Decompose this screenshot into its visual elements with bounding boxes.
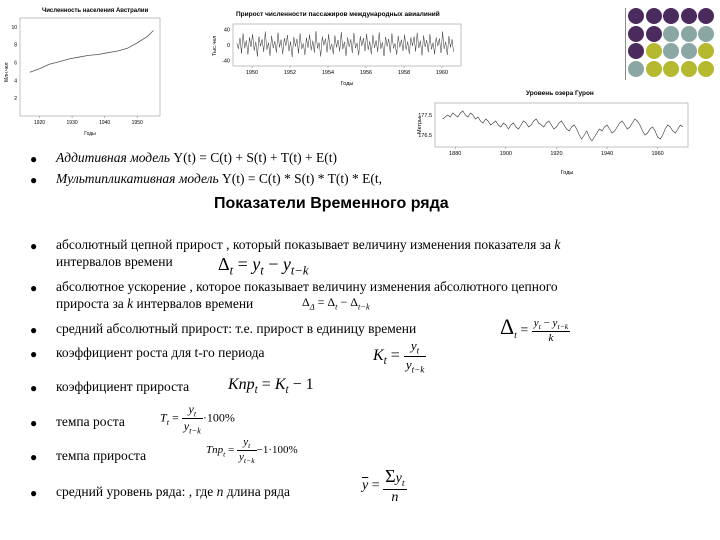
y-tick-label: 6 bbox=[14, 60, 17, 67]
passengers-y-ticks bbox=[222, 28, 230, 65]
bullet-icon: ● bbox=[30, 450, 38, 464]
increase-coef-text: коэффициент прироста bbox=[56, 379, 190, 394]
dot-teal bbox=[663, 26, 679, 42]
passengers-x-ticks bbox=[246, 66, 448, 76]
additive-model-formula: Y(t) = C(t) + S(t) + T(t) + E(t) bbox=[173, 150, 338, 165]
growth-rate-text: темпа роста bbox=[56, 414, 125, 429]
decorative-dots bbox=[628, 8, 718, 84]
huron-series-line bbox=[443, 111, 683, 141]
growth-coef-text: коэффициент роста для t-го периода bbox=[56, 345, 265, 360]
growth-rate-formula: $T_t$ = $\frac{y_t}{y_{t-k}}$ ·100% bbox=[160, 402, 235, 436]
australia-ylabel: Млн.чел bbox=[4, 62, 10, 82]
average-level-text: средний уровень ряда: , где bbox=[56, 484, 214, 499]
australia-x-ticks bbox=[34, 116, 143, 126]
additive-model-label: Аддитивная модель bbox=[56, 150, 170, 165]
bullet-icon: ● bbox=[30, 239, 38, 253]
y-tick-label: 4 bbox=[14, 78, 17, 85]
australia-population-chart bbox=[0, 0, 170, 140]
x-tick-label: 1940 bbox=[99, 120, 111, 126]
bullet-icon: ● bbox=[30, 323, 38, 337]
multiplicative-model-formula: Y(t) = C(t) * S(t) * T(t) * E(t, bbox=[222, 171, 383, 186]
dot-olive bbox=[663, 61, 679, 77]
chain-growth-k: k bbox=[554, 237, 561, 252]
y-tick-label: 40 bbox=[223, 27, 230, 34]
y-tick-label: -40 bbox=[222, 58, 230, 65]
australia-series-line bbox=[30, 31, 154, 73]
x-tick-label: 1930 bbox=[66, 120, 78, 126]
dot-purple bbox=[698, 8, 714, 24]
average-growth-formula: $\Delta_t$ = $\frac{y_t - y_{t-k}}{k}$ bbox=[500, 314, 569, 345]
acceleration-text-2a: прироста за bbox=[56, 296, 124, 311]
australia-y-ticks bbox=[11, 25, 17, 102]
x-tick-label: 1956 bbox=[359, 70, 373, 76]
chain-growth-text-2: интервалов времени bbox=[56, 254, 173, 269]
y-tick-label: 10 bbox=[11, 24, 17, 31]
x-tick-label: 1940 bbox=[600, 151, 614, 157]
x-tick-label: 1880 bbox=[449, 151, 462, 157]
x-tick-label: 1920 bbox=[550, 151, 563, 157]
passengers-ylabel: Тыс.чел bbox=[212, 35, 218, 56]
dot-olive bbox=[698, 43, 714, 59]
x-tick-label: 1950 bbox=[131, 120, 143, 126]
growth-coef-formula: $K_t$ = $\frac{y_t}{y_{t-k}}$ bbox=[373, 338, 425, 375]
acceleration-k: k bbox=[127, 296, 134, 311]
y-tick-label: 177.5 bbox=[418, 113, 432, 119]
bullet-icon: ● bbox=[30, 281, 38, 295]
dot-teal bbox=[628, 61, 644, 77]
dot-purple bbox=[628, 8, 644, 24]
chain-growth-text: абсолютный цепной прирост , который показывает величину изменения показателя за bbox=[56, 237, 552, 252]
huron-x-ticks bbox=[449, 147, 664, 157]
chain-growth-formula: $\Delta_t = y_t - y_{t-k}$ bbox=[218, 254, 309, 278]
x-tick-label: 1950 bbox=[245, 70, 259, 76]
australia-plot-frame bbox=[20, 18, 160, 116]
y-tick-label: 0 bbox=[226, 43, 230, 49]
acceleration-formula: $\Delta_\Delta = \Delta_t - \Delta_{t-k}$ bbox=[302, 295, 370, 312]
x-tick-label: 1960 bbox=[651, 151, 664, 157]
bullet-icon: ● bbox=[30, 381, 38, 395]
huron-xlabel: Годы bbox=[560, 170, 574, 176]
x-tick-label: 1960 bbox=[435, 70, 449, 76]
acceleration-text: абсолютное ускорение , которое показывает величину изменения абсолютного цепного bbox=[56, 279, 558, 294]
y-tick-label: 176.5 bbox=[418, 133, 432, 139]
bullet-icon: ● bbox=[30, 152, 38, 166]
x-tick-label: 1900 bbox=[499, 151, 512, 157]
bullet-icon: ● bbox=[30, 347, 38, 361]
section-heading: Показатели Временного ряда bbox=[214, 195, 449, 212]
passengers-chart-title: Прирост численности пассажиров международных авиалиний bbox=[236, 11, 440, 18]
passengers-xlabel: Годы bbox=[340, 81, 354, 87]
y-tick-label: 8 bbox=[14, 42, 17, 49]
dot-purple bbox=[628, 26, 644, 42]
acceleration-text-2b: интервалов времени bbox=[136, 296, 254, 311]
increase-coef-formula: $Kпр_t = K_t - 1$ bbox=[228, 376, 314, 397]
dot-olive bbox=[681, 61, 697, 77]
average-level-formula: $\overline{y}$ = $\frac{\Sigma y_t}{n}$ bbox=[362, 466, 405, 505]
bullet-icon: ● bbox=[30, 486, 38, 500]
huron-ylabel: Метры bbox=[417, 116, 423, 134]
dot-purple bbox=[663, 8, 679, 24]
dot-purple bbox=[646, 8, 662, 24]
passengers-series-line bbox=[237, 31, 454, 57]
dot-olive bbox=[698, 61, 714, 77]
increase-rate-formula: Tпр$_t$ = $\frac{y_t}{y_{t-k}}$ −1·100% bbox=[206, 436, 298, 466]
australia-xlabel: Годы bbox=[84, 131, 96, 137]
average-level-tail: длина ряда bbox=[226, 484, 290, 499]
dot-purple bbox=[681, 8, 697, 24]
x-tick-label: 1958 bbox=[397, 70, 411, 76]
average-level-n: n bbox=[216, 484, 224, 499]
dot-olive bbox=[646, 61, 662, 77]
huron-chart-title: Уровень озера Гурон bbox=[526, 90, 594, 97]
dot-teal bbox=[698, 26, 714, 42]
dot-olive bbox=[646, 43, 662, 59]
huron-chart bbox=[412, 86, 697, 180]
y-tick-label: 2 bbox=[14, 96, 17, 103]
bullet-icon: ● bbox=[30, 173, 38, 187]
divider-line bbox=[625, 8, 626, 80]
dot-purple bbox=[628, 43, 644, 59]
dot-purple bbox=[646, 26, 662, 42]
passengers-chart bbox=[205, 6, 467, 88]
increase-rate-text: темпа прироста bbox=[56, 448, 147, 463]
bullet-icon: ● bbox=[30, 416, 38, 430]
multiplicative-model-label: Мультипликативная модель bbox=[56, 171, 219, 186]
dot-teal bbox=[663, 43, 679, 59]
x-tick-label: 1952 bbox=[283, 70, 297, 76]
x-tick-label: 1920 bbox=[33, 120, 46, 126]
australia-chart-title: Численность населения Австралии bbox=[42, 8, 149, 14]
average-growth-text: средний абсолютный прирост: т.е. прирост в единицу времени bbox=[56, 321, 417, 336]
dot-teal bbox=[681, 43, 697, 59]
x-tick-label: 1954 bbox=[321, 70, 335, 76]
huron-plot-frame bbox=[435, 103, 688, 147]
dot-teal bbox=[681, 26, 697, 42]
